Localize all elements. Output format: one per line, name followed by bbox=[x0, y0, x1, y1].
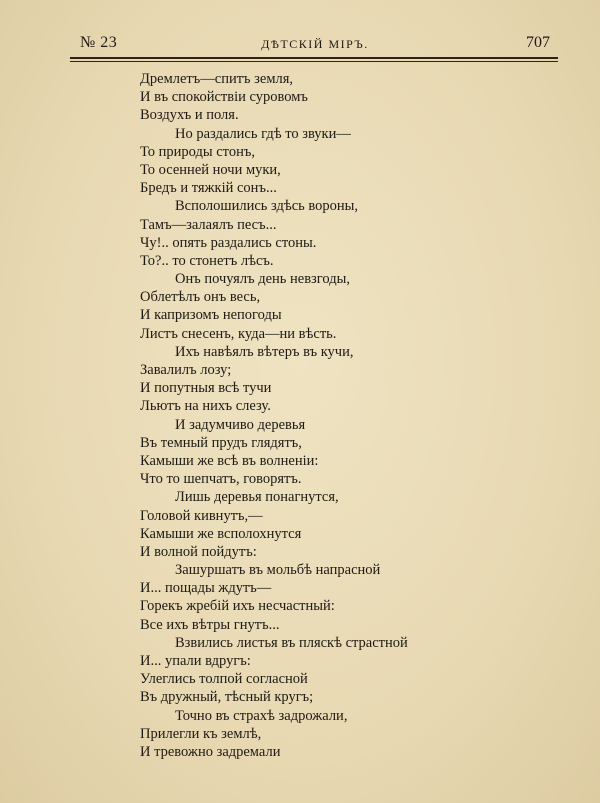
poem-line: Листъ снесенъ, куда—ни вѣсть. bbox=[140, 325, 337, 342]
running-title: ДѢТСКІЙ МІРЪ. bbox=[261, 37, 369, 51]
poem-line: И... пощады ждутъ— bbox=[140, 580, 272, 597]
poem-line: Воздухъ и поля. bbox=[140, 107, 239, 124]
poem-line: Льютъ на нихъ слезу. bbox=[140, 398, 271, 415]
header-rule-thin bbox=[70, 61, 558, 62]
poem-line: И въ спокойствіи суровомъ bbox=[140, 89, 308, 106]
poem-line: И волной пойдутъ: bbox=[140, 543, 257, 560]
poem-body bbox=[140, 70, 550, 761]
poem-line: Все ихъ вѣтры гнутъ... bbox=[140, 616, 280, 633]
poem-line: То осенней ночи муки, bbox=[140, 161, 281, 178]
header-rule-thick bbox=[70, 57, 558, 59]
poem-line: И задумчиво деревья bbox=[175, 416, 306, 433]
poem-line: Въ темный прудъ глядятъ, bbox=[140, 434, 302, 451]
poem-line: Бредъ и тяжкій сонъ... bbox=[140, 180, 277, 197]
poem-line: Взвились листья въ пляскѣ страстной bbox=[175, 634, 408, 651]
poem-line: И тревожно задремали bbox=[140, 743, 281, 760]
page-number: 707 bbox=[526, 34, 550, 51]
poem-line: Завалилъ лозу; bbox=[140, 362, 232, 378]
poem-line: Ихъ навѣялъ вѣтеръ въ кучи, bbox=[175, 343, 354, 360]
poem-line: Въ дружный, тѣсный кругъ; bbox=[140, 689, 314, 706]
poem-line: Тамъ—залаялъ песъ... bbox=[140, 216, 277, 233]
poem-line: Чу!.. опять раздались стоны. bbox=[140, 234, 317, 251]
poem-line: Улеглись толпой согласной bbox=[140, 671, 308, 688]
poem-line: Камыши же всѣ въ волненіи: bbox=[140, 452, 319, 469]
poem-line: И... упали вдругъ: bbox=[140, 653, 251, 669]
poem-line: Всполошились здѣсь вороны, bbox=[175, 198, 359, 215]
issue-number: № 23 bbox=[80, 34, 118, 51]
poem-line: Прилегли къ землѣ, bbox=[140, 725, 262, 742]
poem-line: Зашуршатъ въ мольбѣ напрасной bbox=[175, 562, 381, 579]
poem-line: То?.. то стонетъ лѣсъ. bbox=[140, 252, 274, 269]
poem-line: Лишь деревья понагнутся, bbox=[175, 489, 339, 506]
poem-line: Онъ почуялъ день невзгоды, bbox=[175, 271, 350, 288]
poem-line: И капризомъ непогоды bbox=[140, 307, 282, 324]
poem-line: Камыши же всполохнутся bbox=[140, 525, 302, 542]
poem-line: Дремлетъ—спитъ земля, bbox=[140, 71, 294, 87]
poem-line: И попутныя всѣ тучи bbox=[140, 380, 272, 397]
poem-line: Облетѣлъ онъ весь, bbox=[140, 289, 261, 306]
page-header bbox=[80, 34, 550, 58]
poem-line: Горекъ жребій ихъ несчастный: bbox=[140, 598, 335, 615]
poem-line: Головой кивнутъ,— bbox=[140, 507, 263, 524]
poem-line: То природы стонъ, bbox=[140, 143, 255, 160]
poem-line: Но раздались гдѣ то звуки— bbox=[175, 125, 351, 142]
poem-line: Точно въ страхѣ задрожали, bbox=[175, 707, 348, 724]
poem-line: Что то шепчатъ, говорятъ. bbox=[140, 471, 302, 488]
